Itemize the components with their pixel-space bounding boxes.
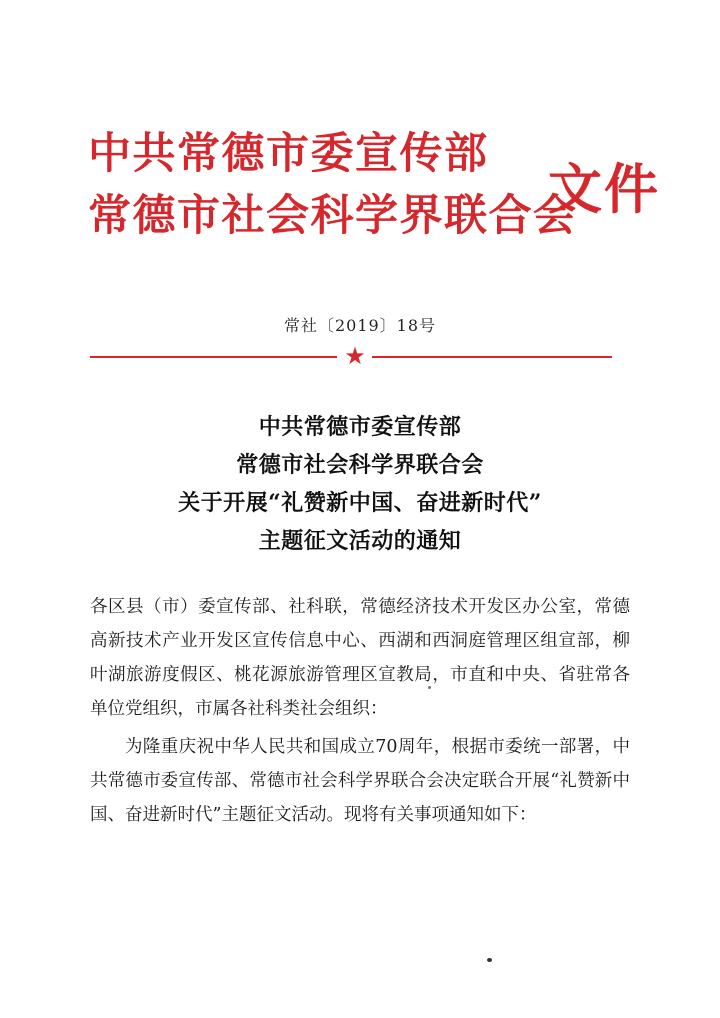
title-line-4: 主题征文活动的通知 bbox=[258, 528, 462, 554]
document-header bbox=[88, 128, 660, 256]
red-star-icon: ★ bbox=[344, 342, 366, 370]
title-line-2: 常德市社会科学界联合会 bbox=[236, 452, 484, 478]
title-line-1: 中共常德市委宣传部 bbox=[258, 414, 462, 440]
notice-body bbox=[90, 590, 630, 832]
red-divider-right bbox=[372, 356, 612, 358]
scan-speck bbox=[428, 686, 431, 689]
header-issuer-line-1: 中共常德市委宣传部 bbox=[88, 129, 489, 179]
recipients-paragraph: 各区县（市）委宣传部、社科联，常德经济技术开发区办公室，常德高新技术产业开发区宣传信息中心、西湖和西洞庭管理区组宣部，柳叶湖旅游度假区、桃花源旅游管理区宣教局，市直和中央、省驻常各单位党组织，市属各社科类社会组织： bbox=[90, 597, 630, 719]
header-document-suffix: 文件 bbox=[548, 157, 660, 221]
scan-speck bbox=[487, 958, 492, 962]
document-number: 常社〔2019〕18号 bbox=[283, 316, 437, 335]
body-paragraph-1: 为隆重庆祝中华人民共和国成立70周年，根据市委统一部署，中共常德市委宣传部、常德市社会科学界联合会决定联合开展“礼赞新中国、奋进新时代”主题征文活动。现将有关事项通知如下： bbox=[90, 737, 630, 825]
red-divider-left bbox=[90, 356, 337, 358]
notice-title bbox=[0, 408, 720, 560]
header-issuer-line-2: 常德市社会科学界联合会 bbox=[88, 191, 578, 241]
title-line-3: 关于开展“礼赞新中国、奋进新时代” bbox=[178, 490, 542, 516]
